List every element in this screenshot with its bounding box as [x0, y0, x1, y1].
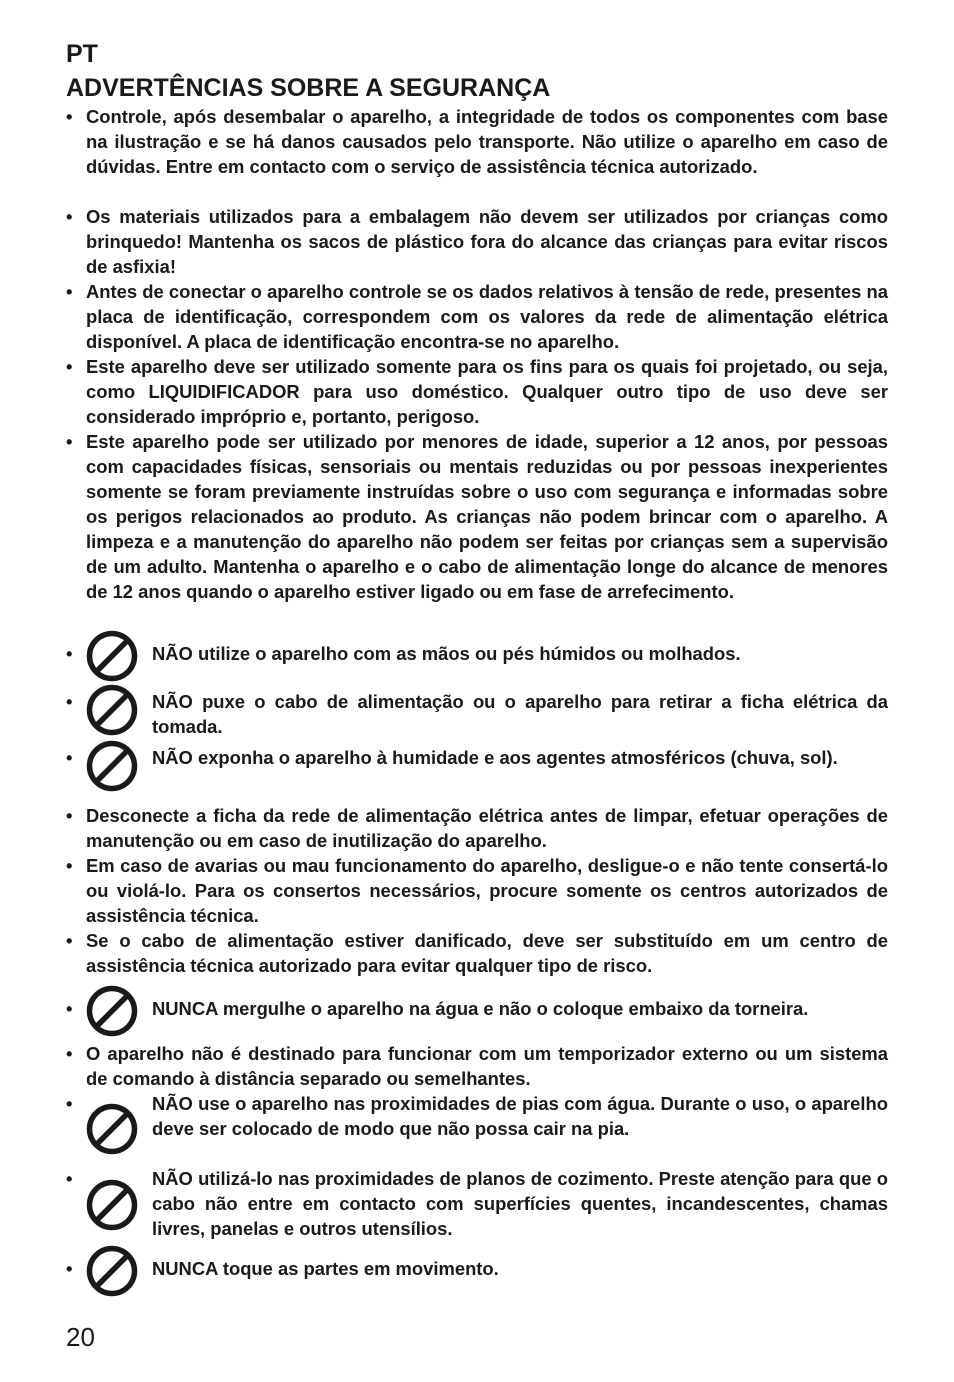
warning-text: Este aparelho deve ser utilizado somente para os fins para os quais foi projetado, ou seja, como LIQUIDIFICADOR para uso doméstico. Qualquer outro tipo de uso deve ser considerado impróprio e, portanto, perigoso. — [86, 356, 888, 427]
bullet: • — [66, 998, 73, 1019]
warning-text: Os materiais utilizados para a embalagem não devem ser utilizados por crianças como brinquedo! Mantenha os sacos de plástico fora do alcance das crianças para evitar riscos de asfixia! — [86, 206, 888, 277]
prohibition-icon — [86, 1179, 138, 1231]
bullet: • — [66, 855, 73, 876]
prohibition-icon — [86, 630, 138, 682]
list-item — [66, 928, 888, 978]
prohibition-icon — [86, 1245, 138, 1297]
list-item — [66, 279, 888, 354]
bullet: • — [66, 431, 73, 452]
list-item — [66, 104, 888, 179]
warning-text: O aparelho não é destinado para funcionar com um temporizador externo ou um sistema de comando à distância separado ou semelhantes. — [86, 1043, 888, 1089]
prohibition-icon — [86, 684, 138, 736]
list-item — [66, 803, 888, 853]
list-item — [66, 354, 888, 429]
list-item-with-icon — [66, 745, 888, 770]
warning-text: NÃO utilizá-lo nas proximidades de planos de cozimento. Preste atenção para que o cabo não entre em contacto com superfícies quentes, incandescentes, chamas livres, panelas e outros utensílios. — [152, 1168, 888, 1239]
warning-text: Se o cabo de alimentação estiver danificado, deve ser substituído em um centro de assistência técnica autorizado para evitar qualquer tipo de risco. — [86, 930, 888, 976]
warning-text: NUNCA mergulhe o aparelho na água e não o coloque embaixo da torneira. — [152, 998, 809, 1019]
prohibition-icon — [86, 985, 138, 1037]
bullet: • — [66, 206, 73, 227]
bullet: • — [66, 747, 73, 768]
warning-text: NÃO utilize o aparelho com as mãos ou pés húmidos ou molhados. — [152, 643, 741, 664]
bullet: • — [66, 356, 73, 377]
list-item — [66, 429, 888, 604]
list-item-with-icon — [66, 996, 888, 1021]
list-item — [66, 1041, 888, 1091]
bullet: • — [66, 805, 73, 826]
list-item-with-icon — [66, 641, 888, 666]
warning-text: NÃO exponha o aparelho à humidade e aos agentes atmosféricos (chuva, sol). — [152, 747, 838, 768]
warning-text: Controle, após desembalar o aparelho, a integridade de todos os componentes com base na ilustração e se há danos causados pelo transporte. Não utilize o aparelho em caso de dúvidas. Entre em contacto com o serviço de assistência técnica autorizado. — [86, 106, 888, 177]
prohibition-icon — [86, 1103, 138, 1155]
bullet: • — [66, 106, 73, 127]
page-number: 20 — [66, 1322, 95, 1352]
bullet: • — [66, 1043, 73, 1064]
bullet: • — [66, 1258, 73, 1279]
list-item-with-icon — [66, 1166, 888, 1241]
language-code: PT — [66, 40, 98, 68]
warning-text: Este aparelho pode ser utilizado por menores de idade, superior a 12 anos, por pessoas com capacidades físicas, sensoriais ou mentais reduzidas ou por pessoas inexperientes somente se foram previamente instruídas sobre o uso com segurança e informadas sobre os perigos relacionados ao produto. As crianças não podem brincar com o aparelho. A limpeza e a manutenção do aparelho não podem ser feitas por crianças sem a supervisão de um adulto. Mantenha o aparelho e o cabo de alimentação longe do alcance de menores de 12 anos quando o aparelho estiver ligado ou em fase de arrefecimento. — [86, 431, 888, 602]
prohibition-icon — [86, 740, 138, 792]
list-item-with-icon — [66, 1256, 888, 1281]
list-item-with-icon — [66, 1091, 888, 1141]
page-title: ADVERTÊNCIAS SOBRE A SEGURANÇA — [66, 74, 551, 102]
warning-text: Em caso de avarias ou mau funcionamento do aparelho, desligue-o e não tente consertá-lo ou violá-lo. Para os consertos necessários, procure somente os centros autorizados de assistência técnica. — [86, 855, 888, 926]
list-item — [66, 204, 888, 279]
warning-text: NUNCA toque as partes em movimento. — [152, 1258, 499, 1279]
warning-text: NÃO puxe o cabo de alimentação ou o aparelho para retirar a ficha elétrica da tomada. — [152, 691, 888, 737]
warning-text: Antes de conectar o aparelho controle se os dados relativos à tensão de rede, presentes na placa de identificação, correspondem com os valores da rede de alimentação elétrica disponível. A placa de identificação encontra-se no aparelho. — [86, 281, 888, 352]
bullet: • — [66, 1168, 73, 1189]
bullet: • — [66, 691, 73, 712]
list-item-with-icon — [66, 689, 888, 739]
warning-text: NÃO use o aparelho nas proximidades de pias com água. Durante o uso, o aparelho deve ser colocado de modo que não possa cair na pia. — [152, 1093, 888, 1139]
list-item — [66, 853, 888, 928]
bullet: • — [66, 643, 73, 664]
bullet: • — [66, 1093, 73, 1114]
bullet: • — [66, 930, 73, 951]
bullet: • — [66, 281, 73, 302]
warning-text: Desconecte a ficha da rede de alimentação elétrica antes de limpar, efetuar operações de manutenção ou em caso de inutilização do aparelho. — [86, 805, 888, 851]
